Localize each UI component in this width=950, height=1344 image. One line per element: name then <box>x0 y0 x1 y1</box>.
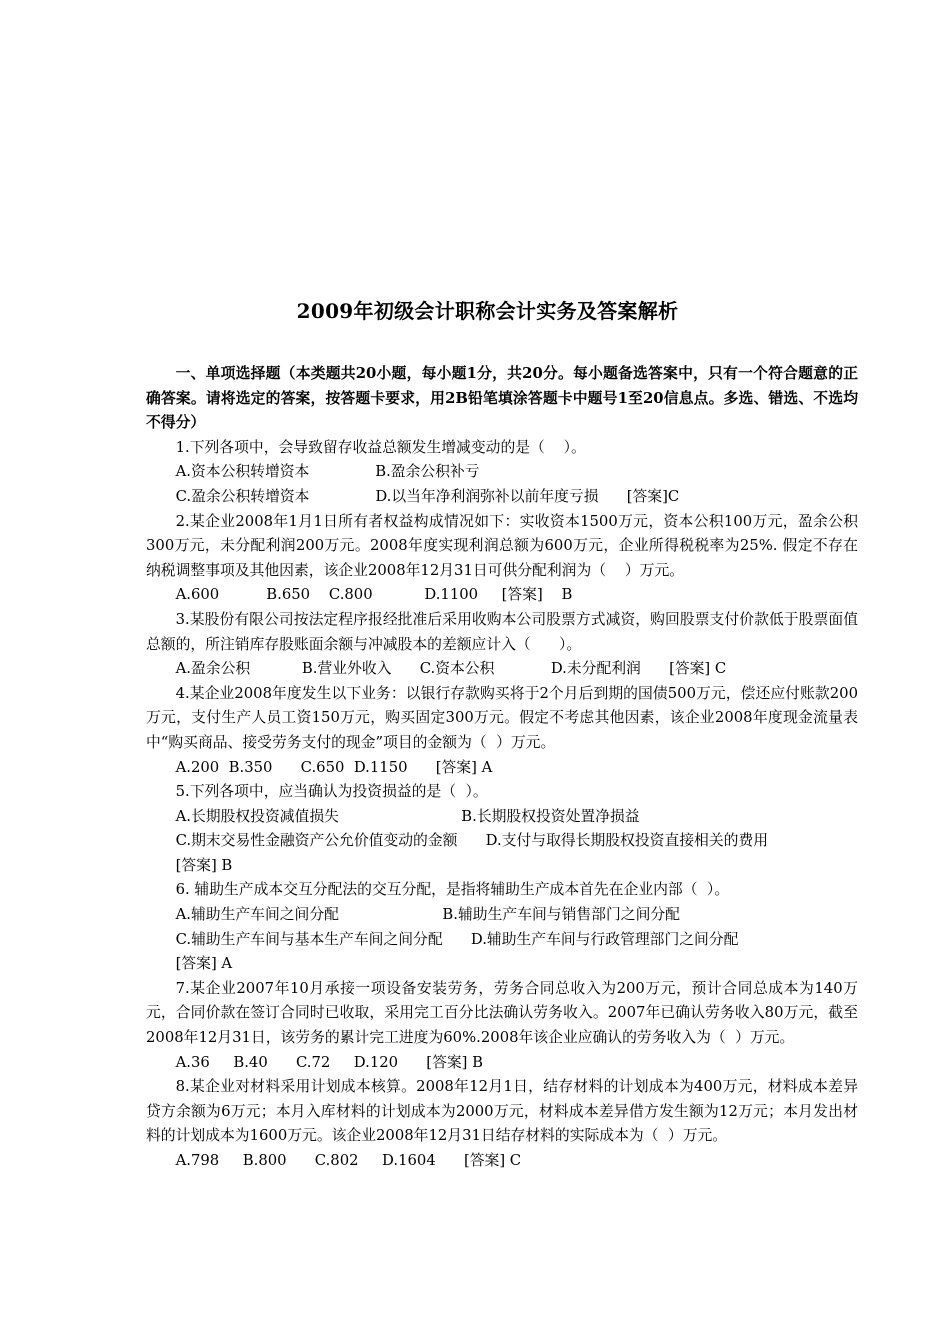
question-options: A.36 B.40 C.72 D.120 [答案] B <box>175 1053 484 1071</box>
question-stem: 1.下列各项中，会导致留存收益总额发生增减变动的是（ ）。 <box>175 438 586 456</box>
question-options: A.长期股权投资减值损失 B.长期股权投资处置净损益 <box>175 807 640 825</box>
question-7 <box>146 977 858 1075</box>
question-2 <box>146 510 858 608</box>
question-options: C.辅助生产车间与基本生产车间之间分配 D.辅助生产车间与行政管理部门之间分配 <box>175 930 739 948</box>
question-3 <box>146 608 858 682</box>
question-stem: 4.某企业2008年度发生以下业务：以银行存款购买将于2个月后到期的国债500万元，偿还应付账款200万元，支付生产人员工资150万元，购买固定300万元。假定不考虑其他因素，该企业2008年度现金流量表中“购买商品、接受劳务支付的现金”项目的金额为（ ）万元。 <box>146 684 858 751</box>
question-options: A.200 B.350 C.650 D.1150 [答案] A <box>175 758 493 776</box>
question-stem: 7.某企业2007年10月承接一项设备安装劳务，劳务合同总收入为200万元，预计合同总成本为140万元，合同价款在签订合同时已收取，采用完工百分比法确认劳务收入。2007年已确认劳务收入80万元，截至2008年12月31日，该劳务的累计完工进度为60%.2008年该企业应确认的劳务收入为（ ）万元。 <box>146 979 858 1047</box>
question-options: C.盈余公积转增资本 D.以当年净利润弥补以前年度亏损 [答案]C <box>175 487 680 505</box>
document-body <box>146 362 858 1174</box>
question-stem: 3.某股份有限公司按法定程序报经批准后采用收购本公司股票方式减资，购回股票支付价款低于股票面值总额的，所注销库存股账面余额与冲减股本的差额应计入（ ）。 <box>146 610 858 653</box>
question-stem: 5.下列各项中，应当确认为投资损益的是（ ）。 <box>175 783 488 801</box>
question-4 <box>146 682 858 780</box>
question-options: A.600 B.650 C.800 D.1100 [答案] B <box>175 586 573 604</box>
section-heading: 一、单项选择题（本类题共20小题，每小题1分，共20分。每小题备选答案中，只有一个符合题意的正确答案。请将选定的答案，按答题卡要求，用2B铅笔填涂答题卡中题号1至20信息点。多选、错选、不选均不得分） <box>146 365 858 432</box>
question-options: C.期末交易性金融资产公允价值变动的金额 D.支付与取得长期股权投资直接相关的费用 <box>175 832 769 850</box>
question-6 <box>146 878 858 976</box>
question-options: A.798 B.800 C.802 D.1604 [答案] C <box>175 1152 522 1169</box>
question-answer: [答案] A <box>175 955 233 973</box>
question-stem: 6. 辅助生产成本交互分配法的交互分配，是指将辅助生产成本首先在企业内部（ ）。 <box>175 881 730 899</box>
question-options: A.盈余公积 B.营业外收入 C.资本公积 D.未分配利润 [答案] C <box>175 660 727 678</box>
question-1 <box>146 436 858 510</box>
question-options: A.资本公积转增资本 B.盈余公积补亏 <box>175 463 480 481</box>
question-options: A.辅助生产车间之间分配 B.辅助生产车间与销售部门之间分配 <box>175 906 680 924</box>
question-answer: [答案] B <box>175 856 233 874</box>
question-8 <box>146 1075 858 1173</box>
question-5 <box>146 780 858 878</box>
question-stem: 8.某企业对材料采用计划成本核算。2008年12月1日，结存材料的计划成本为400万元，材料成本差异贷方余额为6万元；本月入库材料的计划成本为2000万元，材料成本差异借方发生额为12万元；本月发出材料的计划成本为1600万元。该企业2008年12月31日结存材料的实际成本为（ ）万元。 <box>146 1078 858 1145</box>
question-stem: 2.某企业2008年1月1日所有者权益构成情况如下：实收资本1500万元，资本公积100万元，盈余公积300万元，未分配利润200万元。2008年度实现利润总额为600万元，企业所得税税率为25%. 假定不存在纳税调整事项及其他因素，该企业2008年12月31日可供分配利润为（ ）万元。 <box>146 512 858 579</box>
document-title: 2009年初级会计职称会计实务及答案解析 <box>296 299 679 323</box>
